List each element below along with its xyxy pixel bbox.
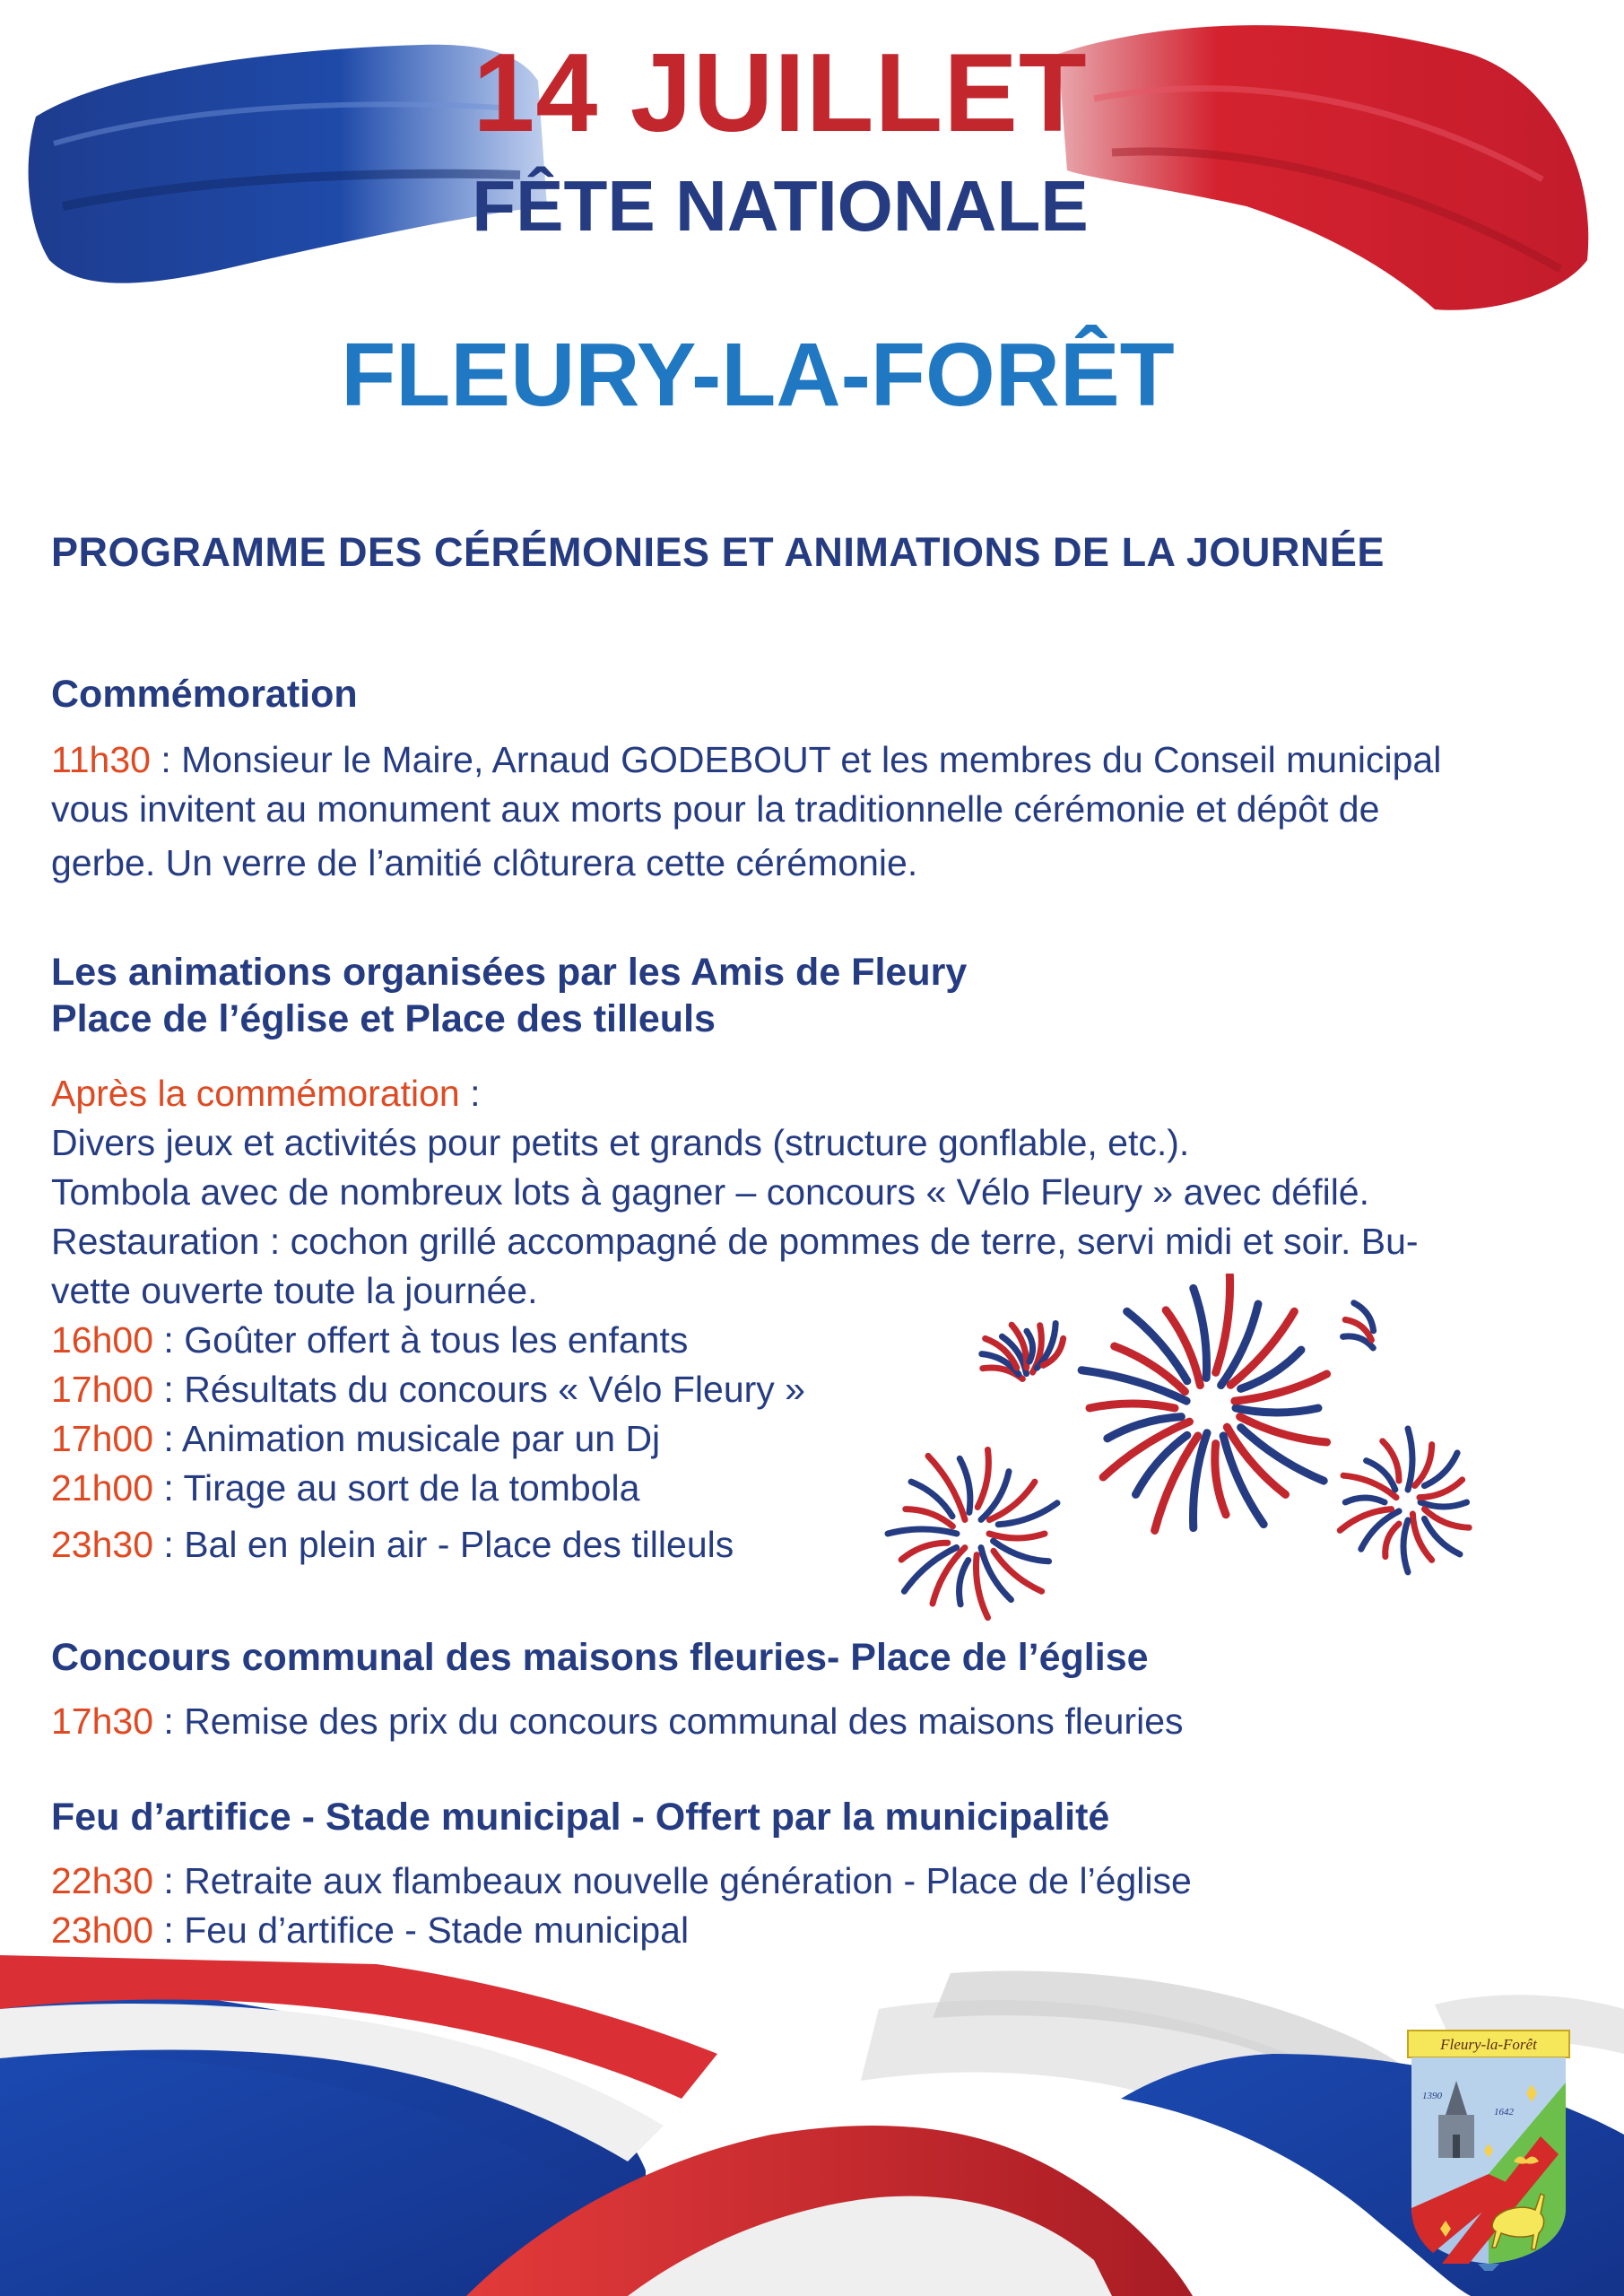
schedule-text: : Goûter offert à tous les enfants — [153, 1319, 689, 1361]
firework-ray — [888, 1529, 957, 1534]
firework-ray — [989, 1534, 1045, 1538]
schedule-time: 23h00 — [51, 1909, 154, 1951]
firework-ray — [1415, 1445, 1432, 1486]
town-name: FLEURY-LA-FORÊT — [341, 325, 1175, 425]
firework-ray — [1216, 1275, 1230, 1373]
firework-ray — [1345, 1498, 1385, 1502]
schedule-time: 23h30 — [51, 1524, 154, 1565]
schedule-text: : Tirage au sort de la tombola — [153, 1467, 640, 1509]
commemoration-heading: Commémoration — [51, 673, 358, 716]
commemoration-time: 11h30 — [51, 739, 151, 780]
schedule-text: : Bal en plein air - Place des tilleuls — [153, 1524, 734, 1565]
animations-line-4: vette ouverte toute la journée. — [51, 1270, 538, 1311]
commemoration-line-3: gerbe. Un verre de l’amitié clôturera cette cérémonie. — [51, 842, 918, 883]
flowers-text — [51, 1697, 1184, 1746]
firework-ray — [1236, 1408, 1318, 1413]
animations-heading-line-2: Place de l’église et Place des tilleuls — [51, 997, 716, 1040]
animations-heading — [51, 949, 967, 1042]
coat-year-left: 1390 — [1422, 2091, 1442, 2101]
schedule-time: 22h30 — [51, 1860, 154, 1901]
schedule-time: 17h00 — [51, 1369, 154, 1410]
flag-ribbon-decoration — [0, 1955, 1624, 2296]
coat-year-right: 1642 — [1494, 2107, 1514, 2118]
schedule-text: : Résultats du concours « Vélo Fleury » — [153, 1369, 805, 1410]
schedule-text: : Retraite aux flambeaux nouvelle génération - Place de l’église — [153, 1860, 1192, 1901]
after-commemoration-label: Après la commémoration — [51, 1073, 460, 1114]
event-date-title: 14 JUILLET — [473, 31, 1088, 155]
firework-ray — [977, 1449, 988, 1507]
firework-ray — [1420, 1502, 1467, 1507]
firework-ray — [960, 1561, 968, 1605]
schedule-item — [51, 1857, 1192, 1906]
fireworks-heading: Feu d’artifice - Stade municipal - Offert par la municipalité — [51, 1796, 1110, 1839]
commemoration-text — [51, 735, 1441, 888]
coat-of-arms-logo — [1406, 2029, 1571, 2271]
schedule-time: 16h00 — [51, 1319, 154, 1361]
program-title: PROGRAMME DES CÉRÉMONIES ET ANIMATIONS DE LA JOURNÉE — [51, 529, 1385, 575]
schedule-item — [51, 1906, 1192, 1955]
animations-line-1: Divers jeux et activités pour petits et grands (structure gonflable, etc.). — [51, 1122, 1190, 1163]
firework-ray — [1403, 1520, 1408, 1572]
schedule-text: : Feu d’artifice - Stade municipal — [153, 1909, 690, 1951]
firework-ray — [1408, 1429, 1412, 1490]
fireworks-illustration — [879, 1274, 1524, 1632]
flowers-time: 17h30 — [51, 1700, 154, 1742]
event-subtitle: FÊTE NATIONALE — [472, 166, 1089, 246]
commemoration-line-1: : Monsieur le Maire, Arnaud GODEBOUT et les membres du Conseil municipal — [150, 739, 1442, 780]
firework-ray — [1215, 1444, 1226, 1515]
firework-ray — [1090, 1404, 1175, 1408]
after-commemoration-suffix: : — [459, 1073, 481, 1114]
commemoration-line-2: vous invitent au monument aux morts pour la traditionnelle cérémonie et dépôt de — [51, 788, 1380, 830]
flowers-heading: Concours communal des maisons fleuries- Place de l’église — [51, 1636, 1149, 1679]
flowers-line: : Remise des prix du concours communal des maisons fleuries — [153, 1700, 1184, 1742]
schedule-time: 17h00 — [51, 1418, 154, 1459]
fireworks-text — [51, 1857, 1192, 1955]
animations-line-3: Restauration : cochon grillé accompagné de pommes de terre, servi midi et soir. Bu- — [51, 1221, 1419, 1262]
schedule-time: 21h00 — [51, 1467, 154, 1509]
coat-banner-text: Fleury-la-Forêt — [1440, 2036, 1537, 2053]
firework-ray — [1385, 1524, 1399, 1557]
animations-heading-line-1: Les animations organisées par les Amis de Fleury — [51, 951, 968, 994]
animations-line-2: Tombola avec de nombreux lots à gagner – concours « Vélo Fleury » avec défilé. — [51, 1171, 1369, 1213]
schedule-text: : Animation musicale par un Dj — [153, 1418, 661, 1459]
